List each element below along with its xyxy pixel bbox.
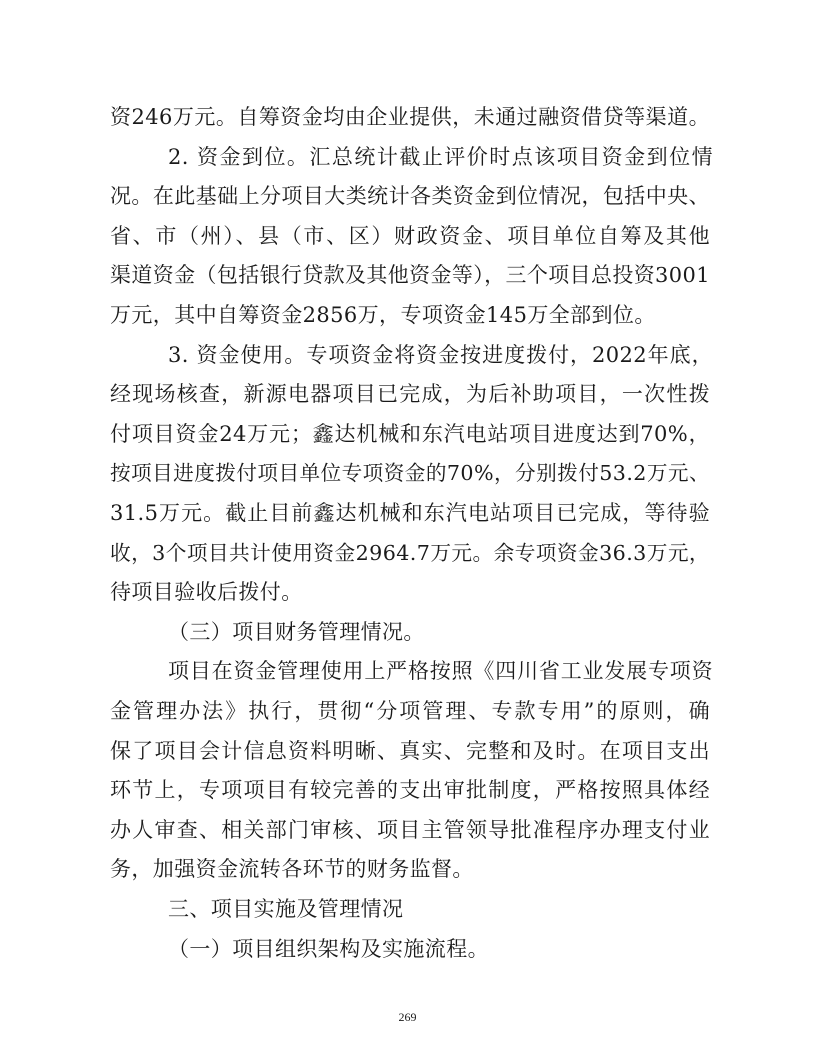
text-line: 待项目验收后拨付。 <box>110 580 303 604</box>
text-line: 渠道资金（包括银行贷款及其他资金等），三个项目总投资3001 <box>110 263 710 287</box>
text-line: 按项目进度拨付项目单位专项资金的70%，分别拨付53.2万元、 <box>110 461 710 485</box>
text-line: 经现场核查，新源电器项目已完成，为后补助项目，一次性拨 <box>110 382 710 406</box>
text-line: 2. 资金到位。汇总统计截止评价时点该项目资金到位情 <box>168 145 713 169</box>
text-line: 收，3个项目共计使用资金2964.7万元。余专项资金36.3万元， <box>110 541 710 565</box>
text-line: 31.5万元。截止目前鑫达机械和东汽电站项目已完成，等待验 <box>110 501 710 525</box>
text-line: 万元，其中自筹资金2856万，专项资金145万全部到位。 <box>110 303 656 327</box>
text-line: 环节上，专项项目有较完善的支出审批制度，严格按照具体经 <box>110 778 710 802</box>
text-line: 保了项目会计信息资料明晰、真实、完整和及时。在项目支出 <box>110 739 710 763</box>
text-line: 3. 资金使用。专项资金将资金按进度拨付，2022年底， <box>168 343 713 367</box>
text-line: 付项目资金24万元；鑫达机械和东汽电站项目进度达到70%， <box>110 422 710 446</box>
section-heading: （三）项目财务管理情况。 <box>168 620 425 644</box>
text-line: 况。在此基础上分项目大类统计各类资金到位情况，包括中央、 <box>110 184 710 208</box>
text-line: 项目在资金管理使用上严格按照《四川省工业发展专项资 <box>168 659 713 683</box>
text-line: 省、市（州）、县（市、区）财政资金、项目单位自筹及其他 <box>110 224 710 248</box>
page-number: 269 <box>398 1010 417 1024</box>
section-heading: （一）项目组织架构及实施流程。 <box>168 937 489 961</box>
text-line: 资246万元。自筹资金均由企业提供，未通过融资借贷等渠道。 <box>110 105 710 129</box>
text-line: 办人审查、相关部门审核、项目主管领导批准程序办理支付业 <box>110 818 710 842</box>
text-line: 金管理办法》执行，贯彻“分项管理、专款专用”的原则，确 <box>110 699 710 723</box>
text-line: 务，加强资金流转各环节的财务监督。 <box>110 857 474 881</box>
section-heading: 三、项目实施及管理情况 <box>168 897 404 921</box>
